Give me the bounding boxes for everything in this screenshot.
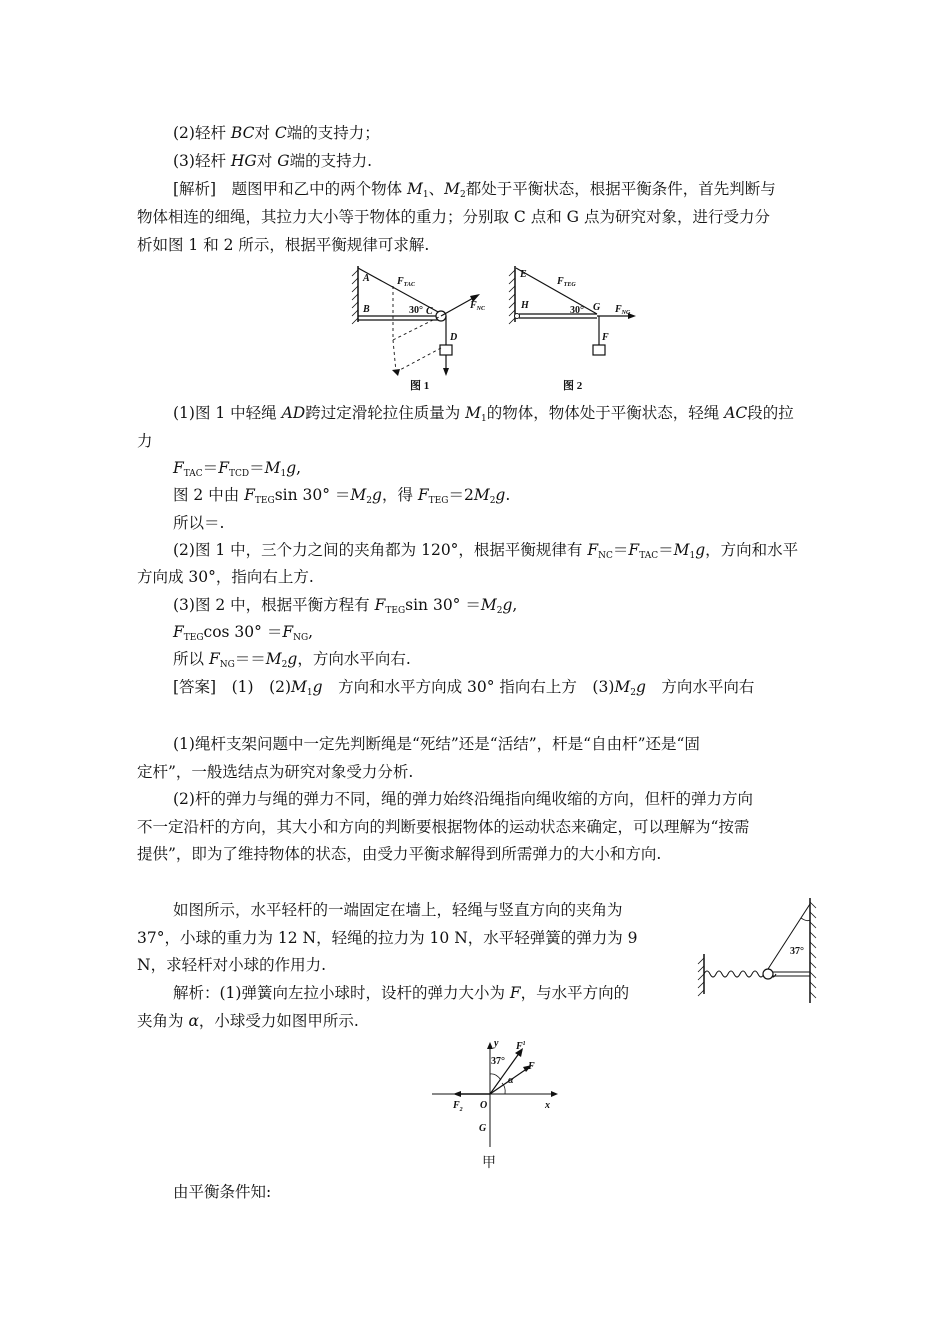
text: 题图甲和乙中的两个物体 bbox=[216, 180, 408, 198]
tip-2a: (2)杆的弹力与绳的弹力不同，绳的弹力始终沿绳指向绳收缩的方向，但杆的弹力方向 bbox=[173, 790, 753, 808]
text: 方向和水平方向成 30° 指向右上方 (3) bbox=[322, 678, 615, 696]
answer-tag: [答案] bbox=[173, 678, 217, 696]
label-d: D bbox=[450, 332, 458, 343]
label-f: F bbox=[602, 332, 609, 343]
example-line-2: 37°，小球的重力为 12 N，轻绳的拉力为 10 N，水平轻弹簧的弹力为 9 bbox=[137, 929, 638, 947]
f: F bbox=[557, 276, 564, 287]
text: ＝ bbox=[249, 459, 265, 477]
tip-2b: 不一定沿杆的方向，其大小和方向的判断要根据物体的运动状态来确定，可以理解为“按需 bbox=[137, 818, 750, 836]
var: g bbox=[372, 486, 382, 504]
figure-2-caption: 图 2 bbox=[563, 380, 583, 392]
so-line: 所以＝. bbox=[173, 514, 225, 532]
text: 图 2 中由 bbox=[173, 486, 245, 504]
subscript: 2 bbox=[281, 660, 288, 670]
subscript: NC bbox=[598, 551, 613, 561]
tip-1b: 定杆”，一般选结点为研究对象受力分析. bbox=[137, 763, 414, 781]
var: G bbox=[277, 152, 290, 170]
var: F bbox=[628, 541, 640, 559]
analysis-line-3: 析如图 1 和 2 所示，根据平衡规律可求解. bbox=[137, 236, 430, 254]
text: 段的拉 bbox=[747, 404, 794, 422]
label-a: A bbox=[363, 273, 370, 284]
text: (2)图 1 中，三个力之间的夹角都为 120°，根据平衡规律有 bbox=[173, 541, 588, 559]
label-h: H bbox=[521, 300, 529, 311]
text: ＝2 bbox=[448, 486, 474, 504]
text: 方向水平向右 bbox=[645, 678, 755, 696]
subscript: 1 bbox=[280, 469, 287, 479]
text: ＝ bbox=[658, 541, 674, 559]
arrowhead bbox=[551, 1091, 558, 1097]
subscript: 1 bbox=[306, 688, 313, 698]
text: 的物体，物体处于平衡状态，轻绳 bbox=[486, 404, 725, 422]
text: (1) (2) bbox=[216, 678, 292, 696]
analysis-line-2: 物体相连的细绳，其拉力大小等于物体的重力；分别取 C 点和 G 点为研究对象，进行受力分 bbox=[137, 208, 770, 226]
text: ，方向水平向右. bbox=[297, 650, 411, 668]
subscript: 2 bbox=[489, 496, 496, 506]
var: M bbox=[407, 180, 423, 198]
text: sin 30° ＝ bbox=[405, 596, 481, 614]
var: F bbox=[587, 541, 599, 559]
sub: TAC bbox=[403, 282, 416, 288]
var: M bbox=[265, 650, 282, 668]
label-alpha: α bbox=[508, 1075, 514, 1086]
label-g: G bbox=[479, 1123, 487, 1134]
text: ，方向和水平 bbox=[705, 541, 799, 559]
subscript: 2 bbox=[460, 190, 466, 200]
arrowhead bbox=[453, 1091, 461, 1097]
var: F bbox=[173, 459, 184, 477]
tip-1a: (1)绳杆支架问题中一定先判断绳是“死结”还是“活结”，杆是“自由杆”还是“固 bbox=[173, 735, 700, 753]
label-c: C bbox=[426, 306, 433, 317]
figure-jia-caption: 甲 bbox=[482, 1156, 496, 1171]
var: F bbox=[218, 459, 229, 477]
text: cos 30° ＝ bbox=[203, 623, 283, 641]
var: M bbox=[473, 486, 490, 504]
var: C bbox=[274, 124, 287, 142]
text: . bbox=[505, 486, 511, 504]
subscript: TEG bbox=[428, 496, 449, 506]
subscript: 2 bbox=[496, 606, 503, 616]
example-line-1: 如图所示，水平轻杆的一端固定在墙上，轻绳与竖直方向的夹角为 bbox=[173, 901, 623, 919]
subscript: TAC bbox=[639, 551, 659, 561]
final-line: 由平衡条件知: bbox=[173, 1183, 272, 1201]
label-angle: 30° bbox=[409, 305, 423, 316]
var: F bbox=[244, 486, 255, 504]
label-x: x bbox=[545, 1100, 550, 1111]
var: g bbox=[312, 678, 323, 696]
tip-2c: 提供”，即为了维持物体的状态，由受力平衡求解得到所需弹力的大小和方向. bbox=[137, 845, 662, 863]
subscript: NG bbox=[293, 633, 309, 643]
text: ，得 bbox=[381, 486, 418, 504]
label-e: E bbox=[520, 269, 527, 280]
solution-2b: 方向成 30°，指向右上方. bbox=[137, 568, 314, 586]
f: F bbox=[397, 276, 404, 287]
sub: TEG bbox=[563, 282, 576, 288]
label-f1 bbox=[515, 1041, 526, 1052]
subscript: 1 bbox=[481, 414, 487, 424]
text: ，与水平方向的 bbox=[520, 984, 630, 1002]
text: 对 bbox=[254, 124, 275, 142]
var: α bbox=[188, 1012, 199, 1030]
var: AC bbox=[724, 404, 748, 422]
subscript: NG bbox=[219, 660, 235, 670]
label-y: y bbox=[494, 1038, 499, 1049]
f: F bbox=[615, 304, 622, 315]
var: F bbox=[208, 650, 220, 668]
angle-arc-37 bbox=[490, 1074, 501, 1080]
solution-1b: 力 bbox=[137, 432, 153, 450]
text: 、 bbox=[428, 180, 445, 198]
subscript: 2 bbox=[366, 496, 373, 506]
var: M bbox=[465, 404, 482, 422]
var: F bbox=[282, 623, 294, 641]
text: ＝ bbox=[612, 541, 629, 559]
subscript: 1 bbox=[422, 190, 429, 200]
text: ＝ bbox=[202, 459, 219, 477]
var: g bbox=[695, 541, 706, 559]
label-b: B bbox=[363, 304, 370, 315]
var: F bbox=[374, 596, 386, 614]
text: 解析：(1)弹簧向左拉小球时，设杆的弹力大小为 bbox=[173, 984, 510, 1002]
subscript: 1 bbox=[689, 551, 696, 561]
var: F bbox=[173, 623, 184, 641]
arrowhead bbox=[487, 1042, 493, 1049]
label-f2 bbox=[452, 1100, 463, 1113]
text: (3)轻杆 bbox=[173, 152, 231, 170]
var: g bbox=[286, 459, 297, 477]
text: 夹角为 bbox=[137, 1012, 189, 1030]
text: 对 bbox=[256, 152, 278, 170]
subscript: TEG bbox=[385, 606, 406, 616]
sub: NG bbox=[621, 310, 631, 316]
text: ＝＝ bbox=[234, 650, 266, 668]
text: (2)轻杆 bbox=[173, 124, 231, 142]
var: AD bbox=[281, 404, 306, 422]
sub: NC bbox=[476, 306, 486, 312]
text: (3)图 2 中，根据平衡方程有 bbox=[173, 596, 375, 614]
sub: 1 bbox=[522, 1041, 526, 1047]
label-f: F bbox=[528, 1061, 535, 1072]
subscript: TCD bbox=[228, 469, 250, 479]
example-line-3: N，求轻杆对小球的作用力. bbox=[137, 956, 326, 974]
analysis-tag: [解析] bbox=[173, 180, 217, 198]
var: g bbox=[287, 650, 298, 668]
label-o: O bbox=[480, 1100, 488, 1111]
f: F bbox=[516, 1041, 523, 1052]
text: , bbox=[296, 459, 302, 477]
label-angle: 30° bbox=[570, 305, 584, 316]
var: BC bbox=[230, 124, 255, 142]
var: F bbox=[417, 486, 429, 504]
var: g bbox=[495, 486, 506, 504]
f: F bbox=[470, 300, 477, 311]
var: M bbox=[614, 678, 631, 696]
var: F bbox=[509, 984, 521, 1002]
text: ，小球受力如图甲所示. bbox=[198, 1012, 359, 1030]
subscript: TEG bbox=[183, 633, 204, 643]
sub: 2 bbox=[459, 1107, 463, 1113]
subscript: 2 bbox=[630, 688, 636, 698]
var: M bbox=[480, 596, 497, 614]
var: HG bbox=[230, 152, 257, 170]
var: M bbox=[291, 678, 307, 696]
text: , bbox=[308, 623, 314, 641]
subscript: TAC bbox=[183, 469, 203, 479]
var: M bbox=[444, 180, 461, 198]
var: M bbox=[673, 541, 690, 559]
text: 都处于平衡状态，根据平衡条件，首先判断与 bbox=[465, 180, 776, 198]
var: M bbox=[350, 486, 367, 504]
text: 跨过定滑轮拉住质量为 bbox=[305, 404, 466, 422]
figure-1-caption: 图 1 bbox=[410, 380, 430, 392]
text: 端的支持力. bbox=[289, 152, 373, 170]
f: F bbox=[453, 1100, 460, 1111]
var: g bbox=[502, 596, 513, 614]
text: (1)图 1 中轻绳 bbox=[173, 404, 282, 422]
var: g bbox=[635, 678, 646, 696]
subscript: TEG bbox=[254, 496, 275, 506]
text: , bbox=[512, 596, 518, 614]
var: M bbox=[264, 459, 281, 477]
text: sin 30° ＝ bbox=[274, 486, 351, 504]
text: 端的支持力； bbox=[286, 124, 380, 142]
label-g: G bbox=[593, 302, 601, 313]
label-37: 37° bbox=[491, 1056, 505, 1067]
angle-label: 37° bbox=[790, 946, 804, 957]
text: 所以 bbox=[173, 650, 209, 668]
